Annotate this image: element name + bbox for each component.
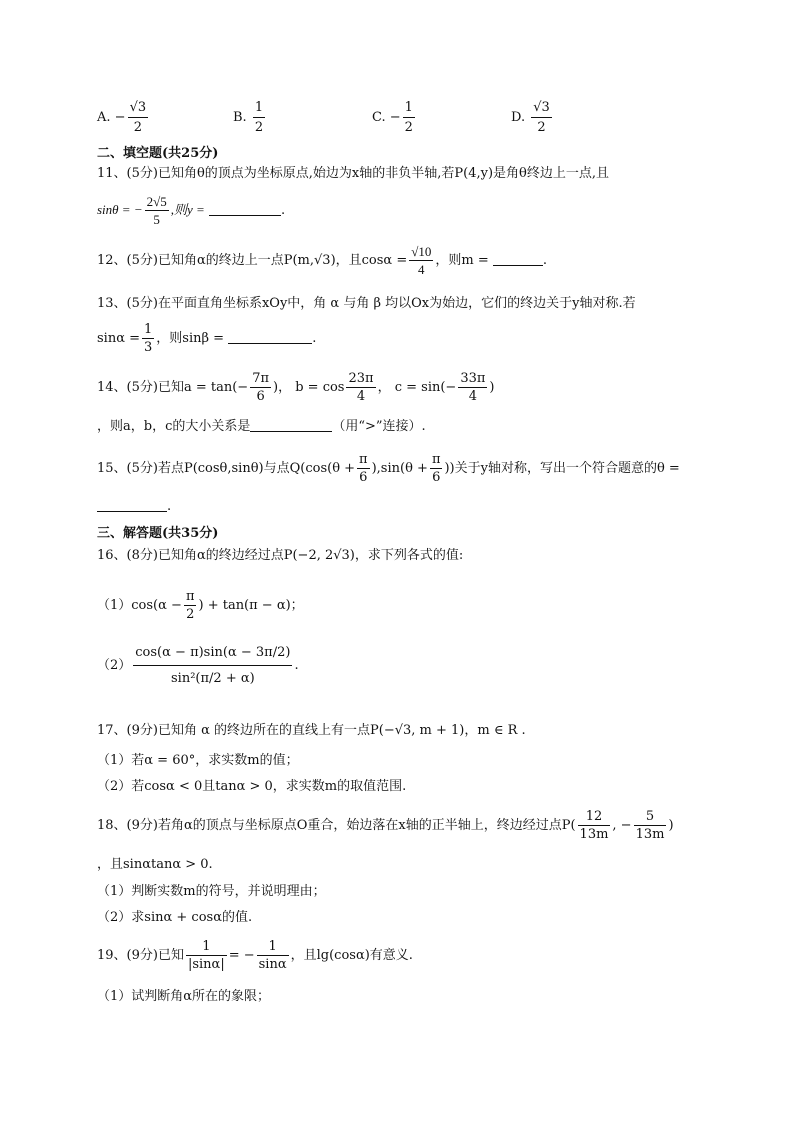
- option-d[interactable]: D. $\frac{√3}{2}$: [511, 100, 550, 135]
- question-11-answer-blank[interactable]: [209, 215, 281, 216]
- question-15-answer-line: .: [97, 500, 171, 513]
- option-c[interactable]: C. − $\frac{1}{2}$: [372, 100, 413, 135]
- question-12-answer-blank[interactable]: [493, 265, 543, 266]
- option-a[interactable]: A. − $\frac{√3}{2}$: [97, 100, 147, 135]
- question-13-expression: sinα = $\frac{1}{3}$ ，则sinβ = .: [97, 322, 317, 355]
- question-18-condition: ，且sinαtanα > 0.: [97, 857, 213, 872]
- question-15: 15、(5分)若点P(cosθ,sinθ)与点Q(cos(θ + $\frac{\pi}{6}$ ),sin(θ + $\frac{\pi}{6}$ ))关于y轴对称，写出一个符合题意的θ =: [97, 452, 680, 485]
- question-18-part-2: （2）求sinα + cosα的值.: [97, 910, 253, 925]
- question-14-prompt: ，则a，b，c的大小关系是 （用“>”连接）.: [97, 419, 426, 434]
- question-17-part-2: （2）若cosα < 0且tanα > 0，求实数m的取值范围.: [97, 779, 407, 794]
- section-fill-blank-title: 二、填空题(共25分): [97, 146, 219, 161]
- option-b[interactable]: B. $\frac{1}{2}$: [233, 100, 264, 135]
- section-solve-title: 三、解答题(共35分): [97, 526, 219, 541]
- question-16-stem: 16、(8分)已知角α的终边经过点P(−2, 2√3)，求下列各式的值:: [97, 548, 464, 563]
- question-16-part-1: （1）cos(α − $\frac{\pi}{2}$ ) + tan(π − α)；: [97, 589, 304, 622]
- question-18-part-1: （1）判断实数m的符号，并说明理由；: [97, 884, 326, 899]
- question-17-stem: 17、(9分)已知角 α 的终边所在的直线上有一点P(−√3, m + 1)，m ∈ R .: [97, 723, 526, 738]
- question-11-stem: 11、(5分)已知角θ的顶点为坐标原点,始边为x轴的非负半轴,若P(4,y)是角θ终边上一点,且: [97, 166, 609, 181]
- question-12: 12、(5分)已知角α的终边上一点P(m,√3)，且cosα = $\frac{√10}{4}$ ，则m = .: [97, 244, 548, 277]
- question-17-part-1: （1）若α = 60°，求实数m的值；: [97, 753, 299, 768]
- question-15-answer-blank[interactable]: [97, 511, 167, 512]
- question-13-stem: 13、(5分)在平面直角坐标系xOy中，角 α 与角 β 均以Ox为始边，它们的终边关于y轴对称.若: [97, 296, 636, 311]
- question-14-expression: 14、(5分)已知a = tan(− $\frac{7\pi}{6}$ )， b = cos $\frac{23\pi}{4}$ ， c = sin(− $\frac{33\pi}{4}$ ): [97, 371, 495, 404]
- question-19-part-1: （1）试判断角α所在的象限；: [97, 989, 271, 1004]
- question-11-expression: sinθ = − $\frac{2√5}{5}$ ,则y = .: [97, 194, 286, 227]
- question-16-part-2: （2） $\frac{\cos(\alpha - \pi)\sin(\alpha - 3\pi/2)}{\text{sin²(π/2 + α)}}$ .: [97, 645, 299, 686]
- question-13-answer-blank[interactable]: [228, 343, 312, 344]
- question-18-stem: 18、(9分)若角α的顶点与坐标原点O重合，始边落在x轴的正半轴上，终边经过点P( $\frac{12}{13m}$ , − $\frac{5}{13m}$ ): [97, 809, 674, 842]
- question-19-stem: 19、(9分)已知 $\frac{1}{|\sin\alpha|}$ = − $\frac{1}{\sin\alpha}$ ，且lg(cosα)有意义.: [97, 939, 413, 972]
- question-14-answer-blank[interactable]: [250, 431, 332, 432]
